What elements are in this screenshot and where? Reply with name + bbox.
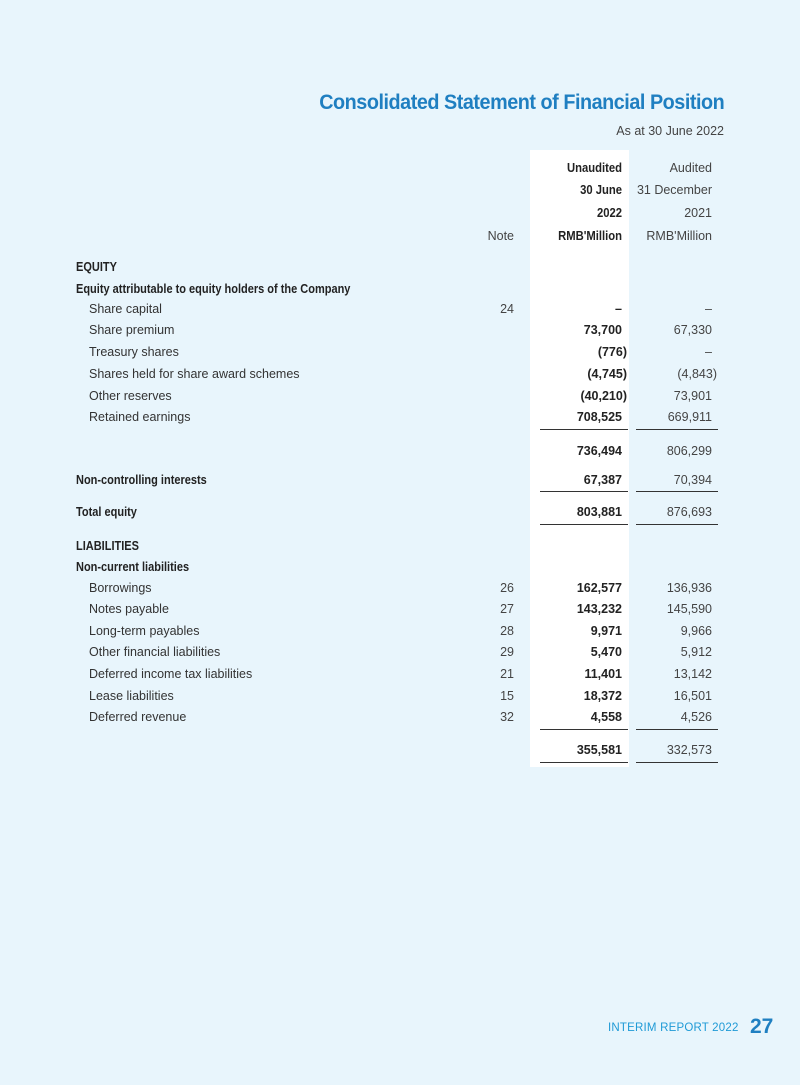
- row-current-value: 708,525: [576, 410, 622, 424]
- row-current-value: (776): [597, 345, 627, 359]
- table-row-long-term-payables: [0, 620, 800, 642]
- row-previous-value: 145,590: [666, 602, 712, 616]
- table-row-treasury-shares: [0, 341, 800, 363]
- row-previous-value: 5,912: [680, 645, 712, 659]
- page-title: Consolidated Statement of Financial Position: [318, 90, 724, 114]
- header-row-year: [0, 202, 800, 224]
- subtotal-rule: [540, 429, 628, 430]
- previous-col-unit: RMB'Million: [646, 229, 712, 243]
- row-label: Borrowings: [89, 581, 152, 595]
- header-row-date: [0, 179, 800, 201]
- row-note: 15: [500, 689, 514, 703]
- table-row-notes-payable: [0, 598, 800, 620]
- row-previous-value: 876,693: [666, 505, 712, 519]
- row-previous-value: 9,966: [680, 624, 712, 638]
- table-row-other-financial-liabilities: [0, 641, 800, 663]
- table-row-total-equity: [0, 501, 800, 523]
- subtotal-rule: [636, 491, 718, 492]
- row-current-value: 73,700: [583, 323, 622, 337]
- previous-col-date: 31 December: [636, 183, 712, 197]
- row-previous-value: 669,911: [667, 410, 712, 424]
- row-note: 29: [500, 645, 514, 659]
- row-label: Total equity: [76, 505, 137, 519]
- row-note: 27: [500, 602, 514, 616]
- row-current-value: 143,232: [576, 602, 622, 616]
- row-label: Other reserves: [89, 389, 172, 403]
- row-label: Treasury shares: [89, 345, 179, 359]
- table-row-equity-subtotal: [0, 440, 800, 462]
- row-label: Deferred income tax liabilities: [89, 667, 253, 681]
- statement-date: As at 30 June 2022: [616, 124, 724, 138]
- subtotal-rule: [540, 729, 628, 730]
- header-row-unit: [0, 225, 800, 247]
- row-current-value: 11,401: [584, 667, 622, 681]
- table-row-non-controlling-interests: [0, 469, 800, 491]
- row-note: 28: [500, 624, 514, 638]
- total-rule: [540, 762, 628, 763]
- total-rule: [540, 524, 628, 525]
- row-current-value: (4,745): [587, 367, 627, 381]
- subsection-heading-equity-attributable: [0, 278, 800, 300]
- row-current-value: 4,558: [590, 710, 622, 724]
- row-label: Shares held for share award schemes: [89, 367, 300, 381]
- row-label: Share premium: [89, 323, 175, 337]
- table-row-borrowings: [0, 577, 800, 599]
- row-previous-value: (4,843): [677, 367, 717, 381]
- row-current-value: 736,494: [576, 444, 622, 458]
- row-previous-value: –: [705, 345, 712, 359]
- subsection-heading-non-current-liabilities: [0, 556, 800, 578]
- row-previous-value: 67,330: [673, 323, 712, 337]
- previous-col-status: Audited: [669, 161, 712, 175]
- row-current-value: 67,387: [583, 473, 622, 487]
- row-label: Equity attributable to equity holders of the Company: [76, 282, 351, 296]
- row-previous-value: 806,299: [666, 444, 712, 458]
- total-rule: [636, 524, 718, 525]
- table-row-share-award-schemes: [0, 363, 800, 385]
- row-label: Long-term payables: [89, 624, 200, 638]
- row-current-value: 18,372: [583, 689, 622, 703]
- row-current-value: (40,210): [580, 389, 627, 403]
- row-label: Other financial liabilities: [89, 645, 221, 659]
- table-row-deferred-revenue: [0, 706, 800, 728]
- row-label: Notes payable: [89, 602, 169, 616]
- table-row-deferred-income-tax-liabilities: [0, 663, 800, 685]
- previous-col-year: 2021: [684, 206, 712, 220]
- row-label: Retained earnings: [89, 410, 191, 424]
- row-current-value: –: [615, 302, 622, 316]
- row-label: Non-controlling interests: [76, 473, 207, 487]
- row-label: Lease liabilities: [89, 689, 174, 703]
- subtotal-rule: [636, 429, 718, 430]
- row-note: 26: [500, 581, 514, 595]
- report-name: INTERIM REPORT 2022: [608, 1022, 739, 1034]
- page-number: 27: [750, 1015, 774, 1038]
- subtotal-rule: [540, 491, 628, 492]
- row-previous-value: 16,501: [673, 689, 712, 703]
- row-previous-value: 136,936: [666, 581, 712, 595]
- row-previous-value: 4,526: [680, 710, 712, 724]
- row-label: EQUITY: [76, 260, 117, 274]
- current-col-unit: RMB'Million: [558, 229, 622, 243]
- current-col-status: Unaudited: [567, 161, 622, 175]
- note-col-header: Note: [487, 229, 514, 243]
- current-col-date: 30 June: [580, 183, 622, 197]
- row-previous-value: 13,142: [673, 667, 712, 681]
- section-heading-liabilities: [0, 535, 800, 557]
- row-current-value: 355,581: [576, 743, 622, 757]
- row-note: 21: [500, 667, 514, 681]
- row-current-value: 162,577: [576, 581, 622, 595]
- row-label: Deferred revenue: [89, 710, 187, 724]
- total-rule: [636, 762, 718, 763]
- table-row-share-capital: [0, 298, 800, 320]
- header-row-status: [0, 157, 800, 179]
- row-note: 32: [500, 710, 514, 724]
- row-label: Share capital: [89, 302, 162, 316]
- row-previous-value: 70,394: [673, 473, 712, 487]
- row-note: 24: [500, 302, 514, 316]
- row-current-value: 803,881: [576, 505, 622, 519]
- current-col-year: 2022: [596, 206, 622, 220]
- table-row-share-premium: [0, 319, 800, 341]
- row-label: Non-current liabilities: [76, 560, 190, 574]
- row-label: LIABILITIES: [76, 539, 139, 553]
- row-previous-value: 332,573: [666, 743, 712, 757]
- table-row-retained-earnings: [0, 406, 800, 428]
- table-row-lease-liabilities: [0, 685, 800, 707]
- row-current-value: 9,971: [590, 624, 622, 638]
- subtotal-rule: [636, 729, 718, 730]
- section-heading-equity: [0, 256, 800, 278]
- table-row-non-current-liabilities-total: [0, 739, 800, 761]
- row-previous-value: –: [705, 302, 712, 316]
- table-row-other-reserves: [0, 385, 800, 407]
- row-current-value: 5,470: [590, 645, 622, 659]
- row-previous-value: 73,901: [673, 389, 712, 403]
